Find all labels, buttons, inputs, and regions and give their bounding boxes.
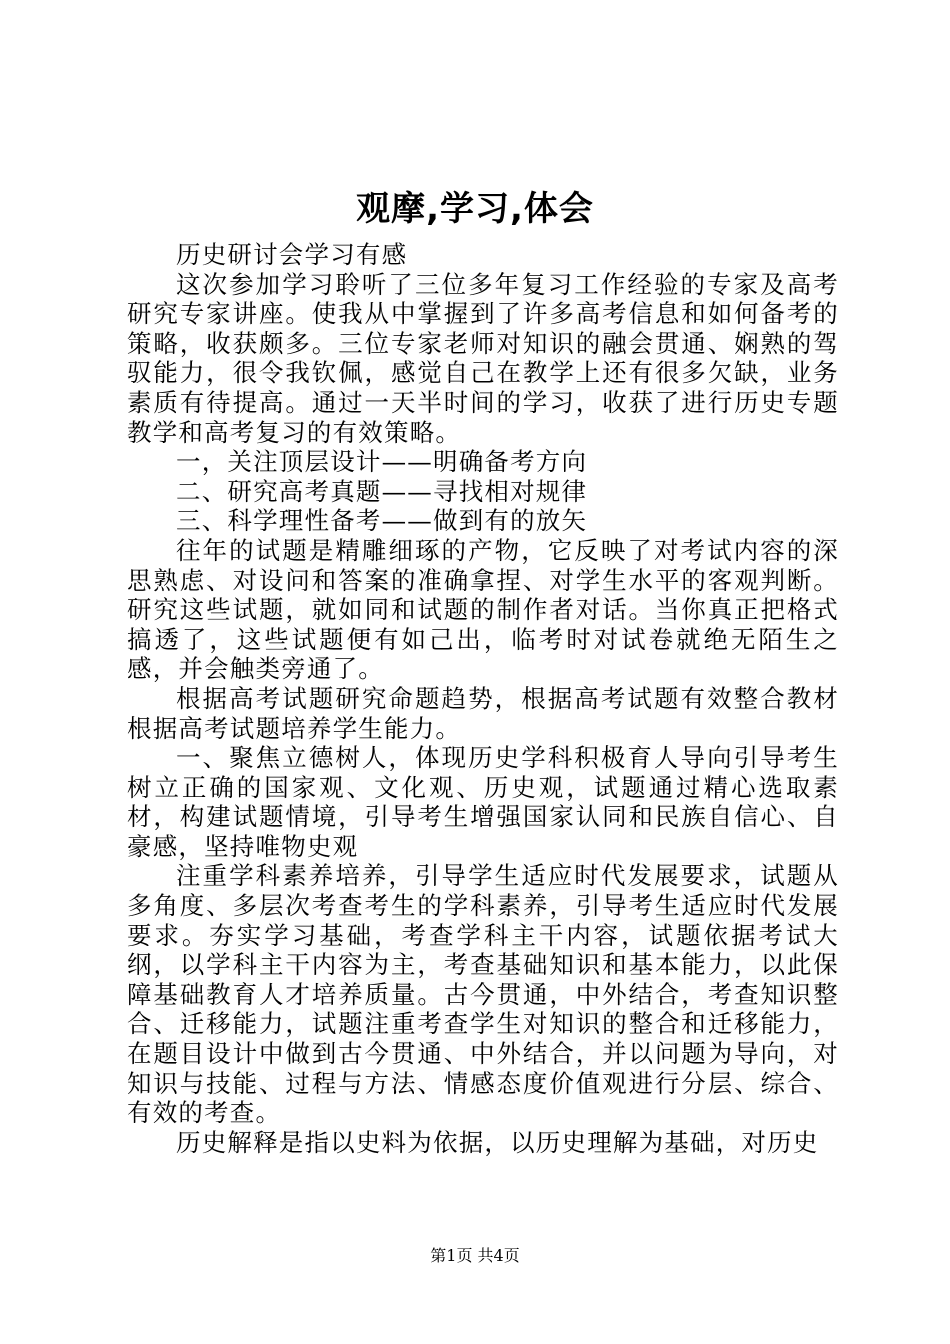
paragraph-point-1: 一，关注顶层设计——明确备考方向 [176, 447, 588, 477]
paragraph: 往年的试题是精雕细琢的产物，它反映了对考试内容的深思熟虑、对设问和答案的准确拿捏、对学生水平的客观判断。研究这些试题，就如同和试题的制作者对话。当你真正把格式搞透了，这些试题便有如己出，临考时对试卷就绝无陌生之感，并会触类旁通了。 [127, 535, 839, 684]
document-title: 观摩,学习,体会 [356, 189, 594, 229]
document-body [127, 240, 839, 1157]
paragraph-point-2: 二、研究高考真题——寻找相对规律 [176, 476, 588, 506]
paragraph-subtitle: 历史研讨会学习有感 [176, 240, 408, 269]
paragraph: 这次参加学习聆听了三位多年复习工作经验的专家及高考研究专家讲座。使我从中掌握到了许多高考信息和如何备考的策略，收获颇多。三位专家老师对知识的融会贯通、娴熟的驾驭能力，很令我钦佩，感觉自己在教学上还有很多欠缺，业务素质有待提高。通过一天半时间的学习，收获了进行历史专题教学和高考复习的有效策略。 [127, 269, 839, 447]
paragraph: 一、聚焦立德树人，体现历史学科积极育人导向引导考生树立正确的国家观、文化观、历史观，试题通过精心选取素材，构建试题情境，引导考生增强国家认同和民族自信心、自豪感，坚持唯物史观 [127, 743, 839, 861]
paragraph: 注重学科素养培养，引导学生适应时代发展要求，试题从多角度、多层次考查考生的学科素养，引导考生适应时代发展要求。夯实学习基础，考查学科主干内容，试题依据考试大纲，以学科主干内容为主，考查基础知识和基本能力，以此保障基础教育人才培养质量。古今贯通，中外结合，考查知识整合、迁移能力，试题注重考查学生对知识的整合和迁移能力，在题目设计中做到古今贯通、中外结合，并以问题为导向，对知识与技能、过程与方法、情感态度价值观进行分层、综合、有效的考查。 [127, 861, 839, 1128]
page-number-footer: 第1页 共4页 [430, 1246, 520, 1265]
paragraph: 历史解释是指以史料为依据，以历史理解为基础，对历史 [176, 1127, 819, 1157]
paragraph-point-3: 三、科学理性备考——做到有的放矢 [176, 506, 588, 536]
paragraph: 根据高考试题研究命题趋势，根据高考试题有效整合教材根据高考试题培养学生能力。 [127, 683, 839, 743]
